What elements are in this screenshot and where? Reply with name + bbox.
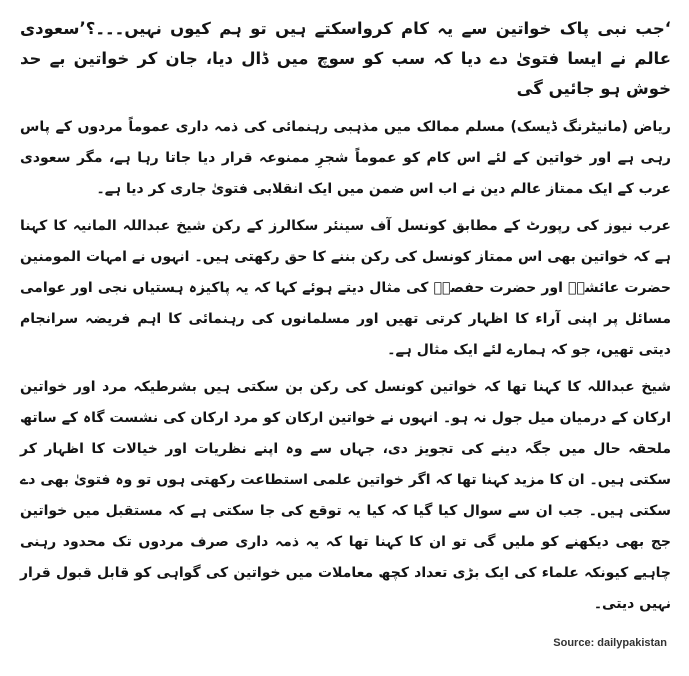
article-paragraph-3: شیخ عبداللہ کا کہنا تھا کہ خواتین کونسل کی رکن بن سکتی ہیں بشرطیکہ مرد اور خواتین ارکان کے درمیان میل جول نہ ہو۔ انہوں نے خواتین ارکان کو مرد ارکان کی نشست گاہ کے ساتھ ملحقہ حال میں جگہ دینے کی تجویز دی، جہاں سے وہ اپنے نظریات اور خیالات کا اظہار کر سکتی ہیں۔ ان کا مزید کہنا تھا کہ اگر خواتین علمی استطاعت رکھتی ہوں تو وہ فتویٰ بھی دے سکتی ہیں۔ جب ان سے سوال کیا گیا کہ کیا یہ توقع کی جا سکتی ہے کہ مستقبل میں خواتین جج بھی دیکھنے کو ملیں گی تو ان کا کہنا تھا کہ یہ ذمہ داری صرف مردوں تک محدود رہنی چاہیے کیونکہ علماء کی ایک بڑی تعداد کچھ معاملات میں خواتین کی گواہی کو قابل قبول قرار نہیں دیتی۔ [20,379,671,612]
article-headline: ‘جب نبی پاک خواتین سے یہ کام کرواسکتے ہیں تو ہم کیوں نہیں۔۔۔؟’سعودی عالم نے ایسا فتویٰ دے دیا کہ سب کو سوچ میں ڈال دیا، جان کر خواتین بے حد خوش ہو جائیں گی [20,19,671,98]
article-body [20,14,671,620]
article-paragraph-2: عرب نیوز کی رپورٹ کے مطابق کونسل آف سینئر سکالرز کے رکن شیخ عبداللہ المانیہ کا کہنا ہے کہ خواتین بھی اس ممتاز کونسل کی رکن بننے کا حق رکھتی ہیں۔ انہوں نے امہات المومنین حضرت عائشہؓ اور حضرت حفصہؓ کی مثال دیتے ہوئے کہا کہ یہ پاکیزہ ہستیاں نجی اور عوامی مسائل پر اپنی آراء کا اظہار کرتی تھیں اور مسلمانوں کی رہنمائی کا اہم فریضہ سرانجام دیتی تھیں، جو کہ ہمارے لئے ایک مثال ہے۔ [20,218,671,358]
article-paragraph-1: ریاض (مانیٹرنگ ڈیسک) مسلم ممالک میں مذہبی رہنمائی کی ذمہ داری عموماً مردوں کے پاس رہی ہے اور خواتین کے لئے اس کام کو عموماً شجرِ ممنوعہ قرار دیا جاتا رہا ہے، مگر سعودی عرب کے ایک ممتاز عالم دین نے اب اس ضمن میں ایک انقلابی فتویٰ جاری کر دیا ہے۔ [20,119,671,197]
source-credit: Source: dailypakistan [553,637,667,649]
